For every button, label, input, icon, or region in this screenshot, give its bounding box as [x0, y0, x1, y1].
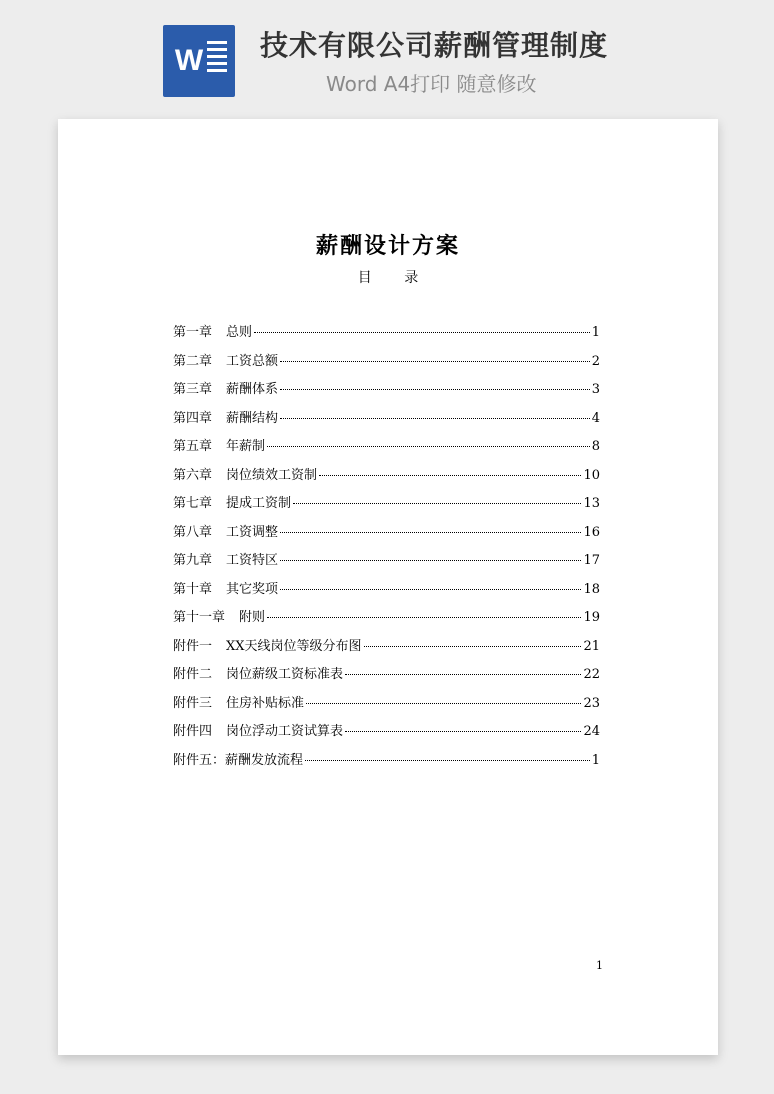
toc-item	[173, 407, 600, 436]
page-number: 1	[596, 959, 603, 972]
toc-heading: 目 录	[357, 270, 433, 286]
toc-item-page: 21	[583, 638, 600, 654]
toc-item-text: 薪酬发放流程	[225, 752, 304, 768]
toc-leader-dots	[293, 503, 581, 504]
toc-item-page: 2	[591, 353, 600, 369]
toc-item	[173, 606, 600, 635]
toc-item-text: 其它奖项	[226, 581, 279, 597]
toc-leader-dots	[280, 560, 581, 561]
toc-item	[173, 350, 600, 379]
toc-leader-dots	[280, 361, 590, 362]
toc-item-page: 22	[583, 667, 600, 682]
toc-item-number: 第九章	[173, 553, 213, 568]
toc-leader-dots	[345, 674, 581, 675]
toc-item-page: 4	[591, 410, 600, 426]
toc-item-number: 第十章	[173, 581, 213, 597]
toc-leader-dots	[280, 418, 590, 419]
toc-item	[173, 321, 600, 350]
toc-item-number: 第五章	[173, 439, 213, 454]
toc-leader-dots	[280, 589, 581, 590]
toc-item-text: 附则	[239, 610, 266, 625]
toc-item	[173, 635, 600, 664]
toc-leader-dots	[254, 332, 590, 333]
table-of-contents	[173, 321, 600, 777]
toc-item	[173, 578, 600, 607]
toc-item-number: 第七章	[173, 496, 213, 511]
toc-item-page: 1	[591, 325, 600, 340]
word-logo-icon	[163, 25, 235, 97]
toc-item-text: 工资特区	[226, 553, 279, 568]
toc-leader-dots	[319, 475, 581, 476]
toc-leader-dots	[280, 532, 581, 533]
toc-item-page: 1	[591, 752, 600, 768]
doc-lines-icon	[207, 41, 227, 81]
toc-item-text: 总则	[226, 325, 253, 340]
toc-item-number: 第二章	[173, 353, 213, 369]
toc-item-page: 17	[583, 553, 600, 568]
toc-item-text: 岗位绩效工资制	[226, 467, 318, 483]
toc-item-text: XX天线岗位等级分布图	[226, 638, 362, 654]
toc-leader-dots	[267, 446, 590, 447]
toc-item-number: 第八章	[173, 524, 213, 540]
toc-leader-dots	[267, 617, 581, 618]
toc-item-text: 工资总额	[226, 353, 279, 369]
toc-item	[173, 435, 600, 464]
toc-item	[173, 663, 600, 692]
toc-item-number: 附件四	[173, 724, 213, 739]
toc-item-page: 24	[583, 724, 600, 739]
toc-item-number: 附件二	[173, 667, 213, 682]
toc-leader-dots	[280, 389, 590, 390]
toc-leader-dots	[306, 703, 581, 704]
toc-item	[173, 720, 600, 749]
toc-item	[173, 492, 600, 521]
toc-item-page: 23	[583, 695, 600, 711]
toc-item-text: 薪酬体系	[226, 382, 279, 397]
toc-item-page: 16	[583, 524, 600, 540]
toc-item-number: 附件三	[173, 695, 213, 711]
toc-leader-dots	[305, 760, 590, 761]
toc-item-number: 第六章	[173, 467, 213, 483]
toc-item-text: 工资调整	[226, 524, 279, 540]
toc-item	[173, 692, 600, 721]
toc-item-text: 年薪制	[226, 439, 266, 454]
header	[0, 0, 774, 110]
toc-item-page: 19	[583, 610, 600, 625]
toc-item	[173, 749, 600, 778]
toc-item-text: 薪酬结构	[226, 410, 279, 426]
toc-item-page: 3	[591, 382, 600, 397]
document-title: 薪酬设计方案	[315, 233, 460, 259]
toc-item	[173, 464, 600, 493]
toc-item-number: 第十一章	[173, 610, 226, 625]
page-title: 技术有限公司薪酬管理制度	[260, 29, 609, 62]
toc-item-number: 第四章	[173, 410, 213, 426]
toc-item-number: 第一章	[173, 325, 213, 340]
document-page	[58, 119, 718, 1055]
toc-item	[173, 549, 600, 578]
toc-item-text: 提成工资制	[226, 496, 292, 511]
toc-item-text: 住房补贴标准	[226, 695, 305, 711]
toc-item-page: 13	[583, 496, 600, 511]
toc-item-page: 18	[583, 581, 600, 597]
toc-item-number: 附件五：	[173, 752, 226, 768]
logo-letter: W	[174, 44, 204, 77]
toc-item-number: 附件一	[173, 638, 213, 654]
toc-item-text: 岗位浮动工资试算表	[226, 724, 344, 739]
toc-item-number: 第三章	[173, 382, 213, 397]
page-subtitle: Word A4打印 随意修改	[326, 72, 537, 96]
toc-leader-dots	[345, 731, 581, 732]
toc-item	[173, 521, 600, 550]
toc-item	[173, 378, 600, 407]
toc-item-text: 岗位薪级工资标准表	[226, 667, 344, 682]
toc-item-page: 8	[591, 439, 600, 454]
toc-leader-dots	[364, 646, 582, 647]
toc-item-page: 10	[583, 467, 600, 483]
